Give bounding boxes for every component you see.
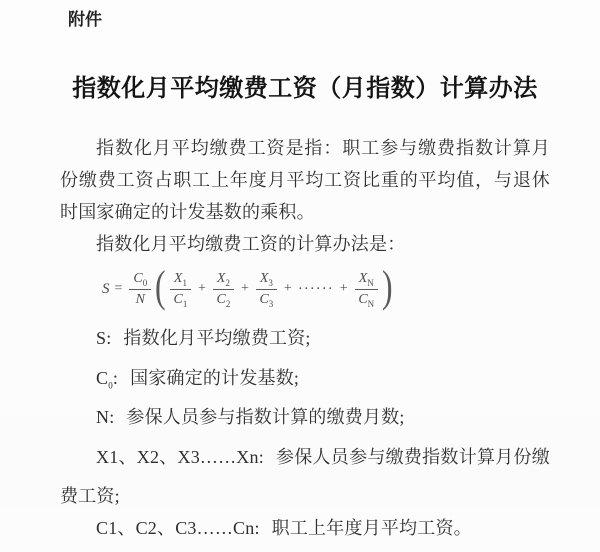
open-paren: ( [155,261,166,311]
plus-sign: + [240,281,249,296]
formula-lhs: S [102,280,110,297]
definition-item-s: S: 指数化月平均缴费工资; [96,328,311,348]
term-2-fraction: $\frac{X_2}{C_2}$ [213,270,234,309]
paragraph-method-intro: 指数化月平均缴费工资的计算办法是： [96,234,406,254]
equals-sign: = [114,281,123,296]
document-title: 指数化月平均缴费工资（月指数）计算办法 [72,76,538,102]
term-3-fraction: $\frac{X_3}{C_3}$ [256,270,277,309]
close-paren: ) [381,261,393,311]
plus-sign: + [339,281,348,296]
definition-item-n: N: 参保人员参与指数计算的缴费月数; [96,407,405,428]
formula [102,261,550,314]
coefficient-fraction: $\frac{C_0}{N}$ [129,270,151,308]
definition-item-c0: $C_0$: 国家确定的计发基数; [96,367,300,391]
definition-item-c-series: C1、C2、C3……Cn: 职工上年度月平均工资。 [96,518,472,539]
definition-list [60,322,550,552]
plus-sign: + [197,281,206,296]
term-n-fraction: $\frac{X_N}{C_N}$ [355,270,378,309]
definition-item-x-series: X1、X2、X3……Xn: 参保人员参与缴费指数计算月份缴费工资; [60,446,551,507]
body-text [60,132,550,260]
attachment-label: 附件 [68,10,102,29]
term-1-fraction: $\frac{X_1}{C_1}$ [170,270,191,309]
plus-sign: + [283,281,292,296]
formula-ellipsis: ······ [297,280,334,297]
paragraph-definition: 指数化月平均缴费工资是指：职工参与缴费指数计算月份缴费工资占职工上年度月平均工资比重的平均值，与退休时国家确定的计发基数的乘积。 [60,138,550,222]
